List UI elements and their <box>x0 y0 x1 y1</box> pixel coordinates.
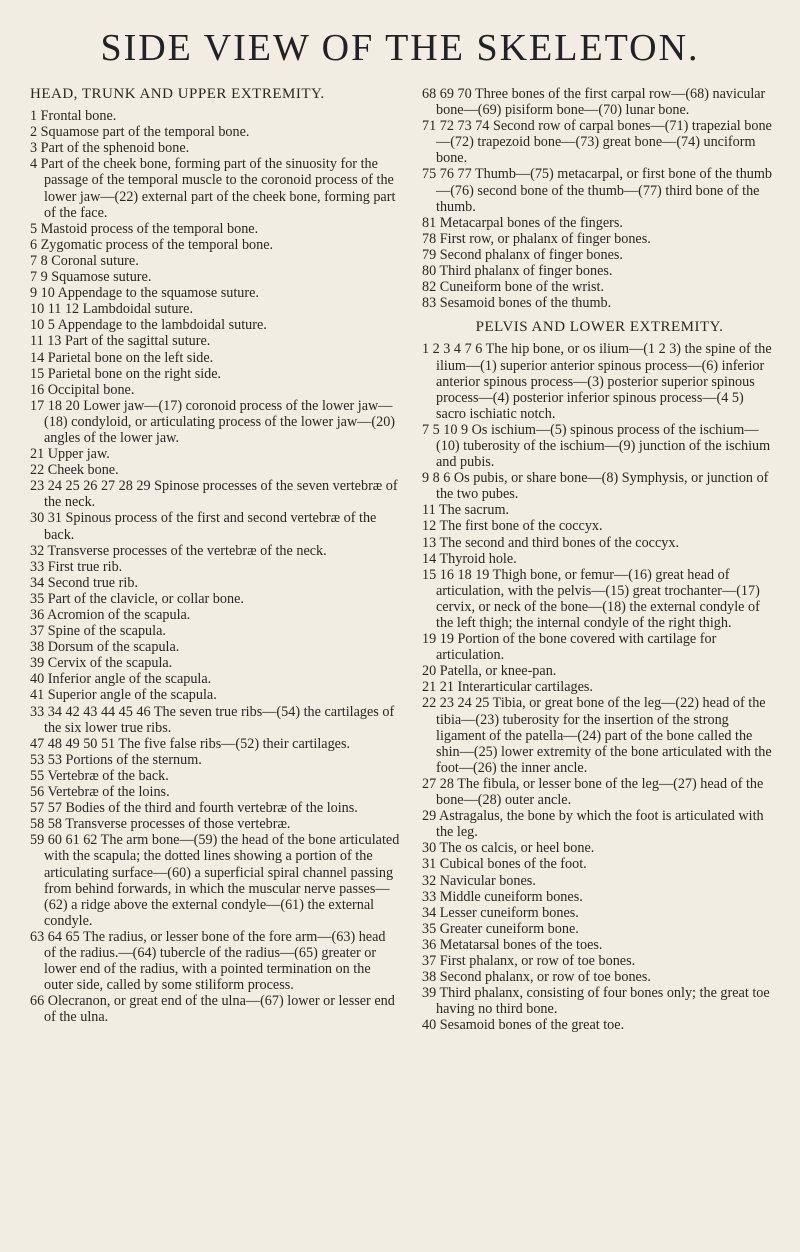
legend-entry: 32 Navicular bones. <box>422 872 536 889</box>
legend-entry: 7 9 Squamose suture. <box>30 269 152 286</box>
legend-entry: 83 Sesamoid bones of the thumb. <box>422 295 612 312</box>
legend-entry: 63 64 65 The radius, or lesser bone of the fore arm—(63) head of the radius.—(64) tubercle of the radius—(65) greater or lower end of the radius, with a pointed termination on the outer side, called by some stiliform process. <box>30 928 386 994</box>
legend-entry: 53 53 Portions of the sternum. <box>30 751 202 768</box>
legend-entry: 16 Occipital bone. <box>30 381 135 398</box>
legend-entry: 33 First true rib. <box>30 558 123 575</box>
legend-entry: 59 60 61 62 The arm bone—(59) the head of the bone articulated with the scapula; the dotted lines showing a portion of the articulating surface—(60) a superficial spiral channel passing from behind forwards, in which the muscular nerve passes—(62) a ridge above the external condyle—(61) the external condyle. <box>30 832 400 929</box>
legend-entry: 68 69 70 Three bones of the first carpal row—(68) navicular bone—(69) pisiform bone—(70) lunar bone. <box>422 86 766 119</box>
legend-entry: 30 The os calcis, or heel bone. <box>422 840 595 857</box>
legend-entry: 35 Greater cuneiform bone. <box>422 920 579 937</box>
legend-entry: 33 34 42 43 44 45 46 The seven true ribs—(54) the cartilages of the six lower true ribs. <box>30 703 395 736</box>
legend-entry: 17 18 20 Lower jaw—(17) coronoid process of the lower jaw—(18) condyloid, or articulating process of the lower jaw—(20) angles of the lower jaw. <box>30 397 396 446</box>
legend-entry: 3 Part of the sphenoid bone. <box>30 140 190 157</box>
legend-entry: 29 Astragalus, the bone by which the foot is articulated with the leg. <box>422 808 764 841</box>
legend-entry: 10 5 Appendage to the lambdoidal suture. <box>30 317 267 334</box>
legend-entry: 47 48 49 50 51 The five false ribs—(52) their cartilages. <box>30 735 351 752</box>
legend-entry: 23 24 25 26 27 28 29 Spinose processes of the seven vertebræ of the neck. <box>30 478 398 511</box>
legend-entry: 57 57 Bodies of the third and fourth vertebræ of the loins. <box>30 800 358 817</box>
legend-entry: 55 Vertebræ of the back. <box>30 767 169 784</box>
section-heading-pelvis: PELVIS AND LOWER EXTREMITY. <box>475 319 724 336</box>
legend-entry: 20 Patella, or knee-pan. <box>422 663 557 680</box>
legend-entry: 81 Metacarpal bones of the fingers. <box>422 214 623 231</box>
legend-entry: 31 Cubical bones of the foot. <box>422 856 587 873</box>
legend-entry: 7 5 10 9 Os ischium—(5) spinous process of the ischium—(10) tuberosity of the ischium—(9) junction of the ischium and pubis. <box>422 421 771 471</box>
legend-entry: 5 Mastoid process of the temporal bone. <box>30 220 259 237</box>
legend-entry: 27 28 The fibula, or lesser bone of the leg—(27) head of the bone—(28) outer ancle. <box>422 775 764 809</box>
legend-entry: 14 Parietal bone on the left side. <box>30 349 214 366</box>
legend-entry: 21 Upper jaw. <box>30 446 110 463</box>
legend-entry: 22 23 24 25 Tibia, or great bone of the leg—(22) head of the tibia—(23) tuberosity for the insertion of the strong ligament of the patella—(24) part of the bone called the shin—(25) lower extremity of the bone articulated with the foot—(26) the inner ancle. <box>422 695 772 776</box>
legend-entry: 7 8 Coronal suture. <box>30 252 139 269</box>
legend-entry: 1 Frontal bone. <box>30 108 117 125</box>
legend-entry: 12 The first bone of the coccyx. <box>422 518 603 535</box>
section-heading-head-trunk: HEAD, TRUNK AND UPPER EXTREMITY. <box>30 86 325 102</box>
legend-entry: 9 10 Appendage to the squamose suture. <box>30 285 259 302</box>
legend-entry: 4 Part of the cheek bone, forming part of the sinuosity for the passage of the temporal muscle to the coronoid process of the lower jaw—(22) external part of the cheek bone, forming part of the face. <box>30 156 396 221</box>
right-entry-list-top <box>422 86 777 311</box>
legend-entry: 15 16 18 19 Thigh bone, or femur—(16) great head of articulation, with the pelvis—(15) great trochanter—(17) cervix, or neck of the bone—(18) the external condyle of the left thigh; the internal condyle of the right thigh. <box>422 566 760 631</box>
legend-entry: 37 Spine of the scapula. <box>30 623 166 640</box>
legend-entry: 39 Third phalanx, consisting of four bones only; the great toe having no third bone. <box>422 985 770 1018</box>
left-column <box>30 86 400 1025</box>
legend-entry: 41 Superior angle of the scapula. <box>30 687 217 704</box>
legend-entry: 14 Thyroid hole. <box>422 550 517 567</box>
legend-entry: 40 Sesamoid bones of the great toe. <box>422 1017 625 1034</box>
legend-entry: 13 The second and third bones of the coccyx. <box>422 534 680 551</box>
legend-entry: 56 Vertebræ of the loins. <box>30 784 170 801</box>
legend-entry: 36 Acromion of the scapula. <box>30 607 191 623</box>
legend-entry: 11 The sacrum. <box>422 502 510 519</box>
legend-entry: 38 Dorsum of the scapula. <box>30 639 180 656</box>
legend-entry: 71 72 73 74 Second row of carpal bones—(71) trapezial bone—(72) trapezoid bone—(73) great bone—(74) unciform bone. <box>422 118 772 167</box>
legend-entry: 40 Inferior angle of the scapula. <box>30 671 212 688</box>
legend-entry: 9 8 6 Os pubis, or share bone—(8) Symphysis, or junction of the two pubes. <box>422 470 769 503</box>
legend-entry: 32 Transverse processes of the vertebræ of the neck. <box>30 542 327 559</box>
legend-entry: 37 First phalanx, or row of toe bones. <box>422 952 636 969</box>
left-entry-list <box>30 108 400 1025</box>
right-entry-list <box>422 341 777 1033</box>
legend-entry: 39 Cervix of the scapula. <box>30 655 173 672</box>
legend-entry: 22 Cheek bone. <box>30 462 119 479</box>
legend-entry: 15 Parietal bone on the right side. <box>30 365 222 382</box>
legend-entry: 33 Middle cuneiform bones. <box>422 888 583 905</box>
legend-entry: 82 Cuneiform bone of the wrist. <box>422 279 605 296</box>
legend-entry: 80 Third phalanx of finger bones. <box>422 263 613 280</box>
legend-entry: 75 76 77 Thumb—(75) metacarpal, or first bone of the thumb—(76) second bone of the thumb—(77) third bone of the thumb. <box>422 166 773 215</box>
legend-entry: 35 Part of the clavicle, or collar bone. <box>30 590 244 607</box>
page-title: SIDE VIEW OF THE SKELETON. <box>100 27 700 69</box>
legend-entry: 34 Lesser cuneiform bones. <box>422 904 579 921</box>
right-column <box>422 86 777 1033</box>
legend-entry: 30 31 Spinous process of the first and second vertebræ of the back. <box>30 510 377 543</box>
legend-entry: 78 First row, or phalanx of finger bones. <box>422 230 651 247</box>
legend-entry: 66 Olecranon, or great end of the ulna—(67) lower or lesser end of the ulna. <box>30 993 395 1026</box>
legend-entry: 2 Squamose part of the temporal bone. <box>30 124 250 141</box>
legend-entry: 10 11 12 Lambdoidal suture. <box>30 301 193 318</box>
legend-entry: 21 21 Interarticular cartilages. <box>422 679 593 696</box>
legend-entry: 58 58 Transverse processes of those vertebræ. <box>30 816 291 833</box>
legend-entry: 19 19 Portion of the bone covered with cartilage for articulation. <box>422 631 717 664</box>
legend-entry: 36 Metatarsal bones of the toes. <box>422 936 603 953</box>
legend-entry: 34 Second true rib. <box>30 574 138 591</box>
legend-entry: 11 13 Part of the sagittal suture. <box>30 333 211 350</box>
legend-entry: 6 Zygomatic process of the temporal bone. <box>30 236 274 253</box>
legend-entry: 1 2 3 4 7 6 The hip bone, or os ilium—(1 2 3) the spine of the ilium—(1) superior anterior spinous process—(6) inferior anterior spinous process—(3) posterior superior spinous process—(4) posterior inferior spinous process—(4 5) sacro ischiatic notch. <box>422 341 772 422</box>
legend-entry: 79 Second phalanx of finger bones. <box>422 246 623 263</box>
legend-entry: 38 Second phalanx, or row of toe bones. <box>422 969 651 986</box>
